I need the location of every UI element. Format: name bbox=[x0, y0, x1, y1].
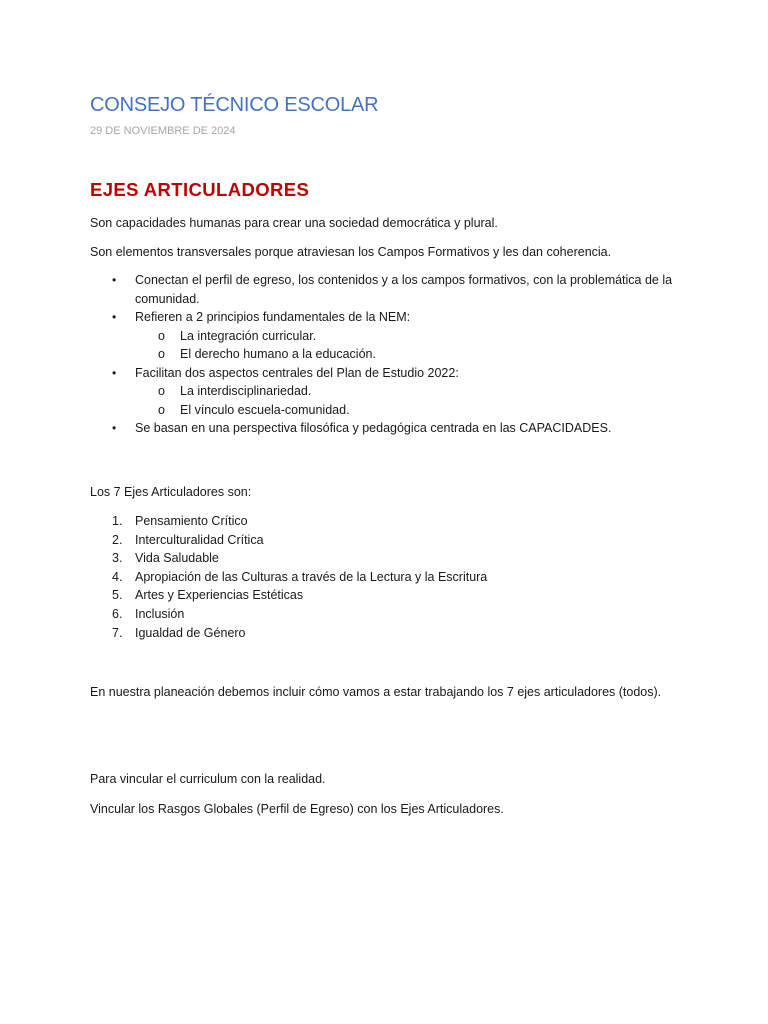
numbered-item bbox=[90, 531, 487, 550]
bullet-item bbox=[90, 308, 690, 327]
item-number: 2. bbox=[112, 532, 123, 547]
bullet-item bbox=[90, 271, 690, 308]
item-number: 4. bbox=[112, 569, 123, 584]
item-text: Igualdad de Género bbox=[135, 625, 246, 640]
item-text: Artes y Experiencias Estéticas bbox=[135, 588, 304, 603]
bullet-item bbox=[90, 364, 690, 383]
bullet-text: Conectan el perfil de egreso, los contenidos y a los campos formativos, con la problemática de la comunidad. bbox=[135, 273, 673, 306]
bullet-list bbox=[90, 271, 690, 438]
item-number: 6. bbox=[112, 606, 123, 621]
sub-bullet-text: La interdisciplinariedad. bbox=[180, 384, 312, 398]
bullet-item bbox=[90, 419, 690, 438]
document-date: 29 DE NOVIEMBRE DE 2024 bbox=[90, 125, 236, 137]
sub-bullet-item bbox=[90, 401, 690, 420]
sub-bullet-item bbox=[90, 327, 690, 346]
bullet-marker: • bbox=[112, 310, 117, 324]
numbered-list bbox=[90, 512, 487, 642]
item-text: Apropiación de las Culturas a través de la Lectura y la Escritura bbox=[135, 569, 488, 584]
item-number: 7. bbox=[112, 625, 123, 640]
intro-paragraph-2: Son elementos transversales porque atraviesan los Campos Formativos y les dan coherencia. bbox=[90, 245, 612, 259]
sub-bullet-marker: o bbox=[158, 328, 165, 343]
item-text: Interculturalidad Crítica bbox=[135, 532, 264, 547]
numbered-item bbox=[90, 549, 487, 568]
item-text: Vida Saludable bbox=[135, 551, 219, 566]
numbered-item bbox=[90, 624, 487, 643]
numbered-item bbox=[90, 568, 487, 587]
planning-note: En nuestra planeación debemos incluir cómo vamos a estar trabajando los 7 ejes articuladores (todos). bbox=[90, 685, 662, 699]
sub-bullet-item bbox=[90, 345, 690, 364]
item-number: 1. bbox=[112, 514, 123, 528]
intro-paragraph-1: Son capacidades humanas para crear una sociedad democrática y plural. bbox=[90, 216, 498, 230]
sub-bullet-marker: o bbox=[158, 347, 165, 361]
sub-bullet-marker: o bbox=[158, 402, 165, 417]
sub-bullet-text: El derecho humano a la educación. bbox=[180, 347, 376, 361]
bullet-text: Se basan en una perspectiva filosófica y pedagógica centrada en las CAPACIDADES. bbox=[135, 421, 612, 435]
bullet-text: Facilitan dos aspectos centrales del Plan de Estudio 2022: bbox=[135, 365, 459, 380]
item-number: 5. bbox=[112, 588, 123, 603]
document-title: CONSEJO TÉCNICO ESCOLAR bbox=[90, 94, 379, 116]
numbered-item bbox=[90, 512, 487, 531]
closing-paragraph-1: Para vincular el curriculum con la realidad. bbox=[90, 772, 326, 786]
numbered-item bbox=[90, 586, 487, 605]
sub-bullet-item bbox=[90, 382, 690, 401]
closing-paragraph-2: Vincular los Rasgos Globales (Perfil de Egreso) con los Ejes Articuladores. bbox=[90, 802, 504, 816]
item-text: Pensamiento Crítico bbox=[135, 514, 248, 528]
section-heading: EJES ARTICULADORES bbox=[90, 179, 310, 200]
bullet-marker: • bbox=[112, 421, 117, 435]
sub-bullet-text: El vínculo escuela-comunidad. bbox=[180, 402, 350, 417]
bullet-marker: • bbox=[112, 273, 117, 287]
item-text: Inclusión bbox=[135, 606, 185, 621]
sub-bullet-marker: o bbox=[158, 384, 165, 398]
bullet-text: Refieren a 2 principios fundamentales de la NEM: bbox=[135, 310, 411, 324]
list-intro: Los 7 Ejes Articuladores son: bbox=[90, 485, 252, 499]
bullet-marker: • bbox=[112, 365, 117, 380]
numbered-item bbox=[90, 605, 487, 624]
sub-bullet-text: La integración curricular. bbox=[180, 328, 317, 343]
item-number: 3. bbox=[112, 551, 123, 566]
